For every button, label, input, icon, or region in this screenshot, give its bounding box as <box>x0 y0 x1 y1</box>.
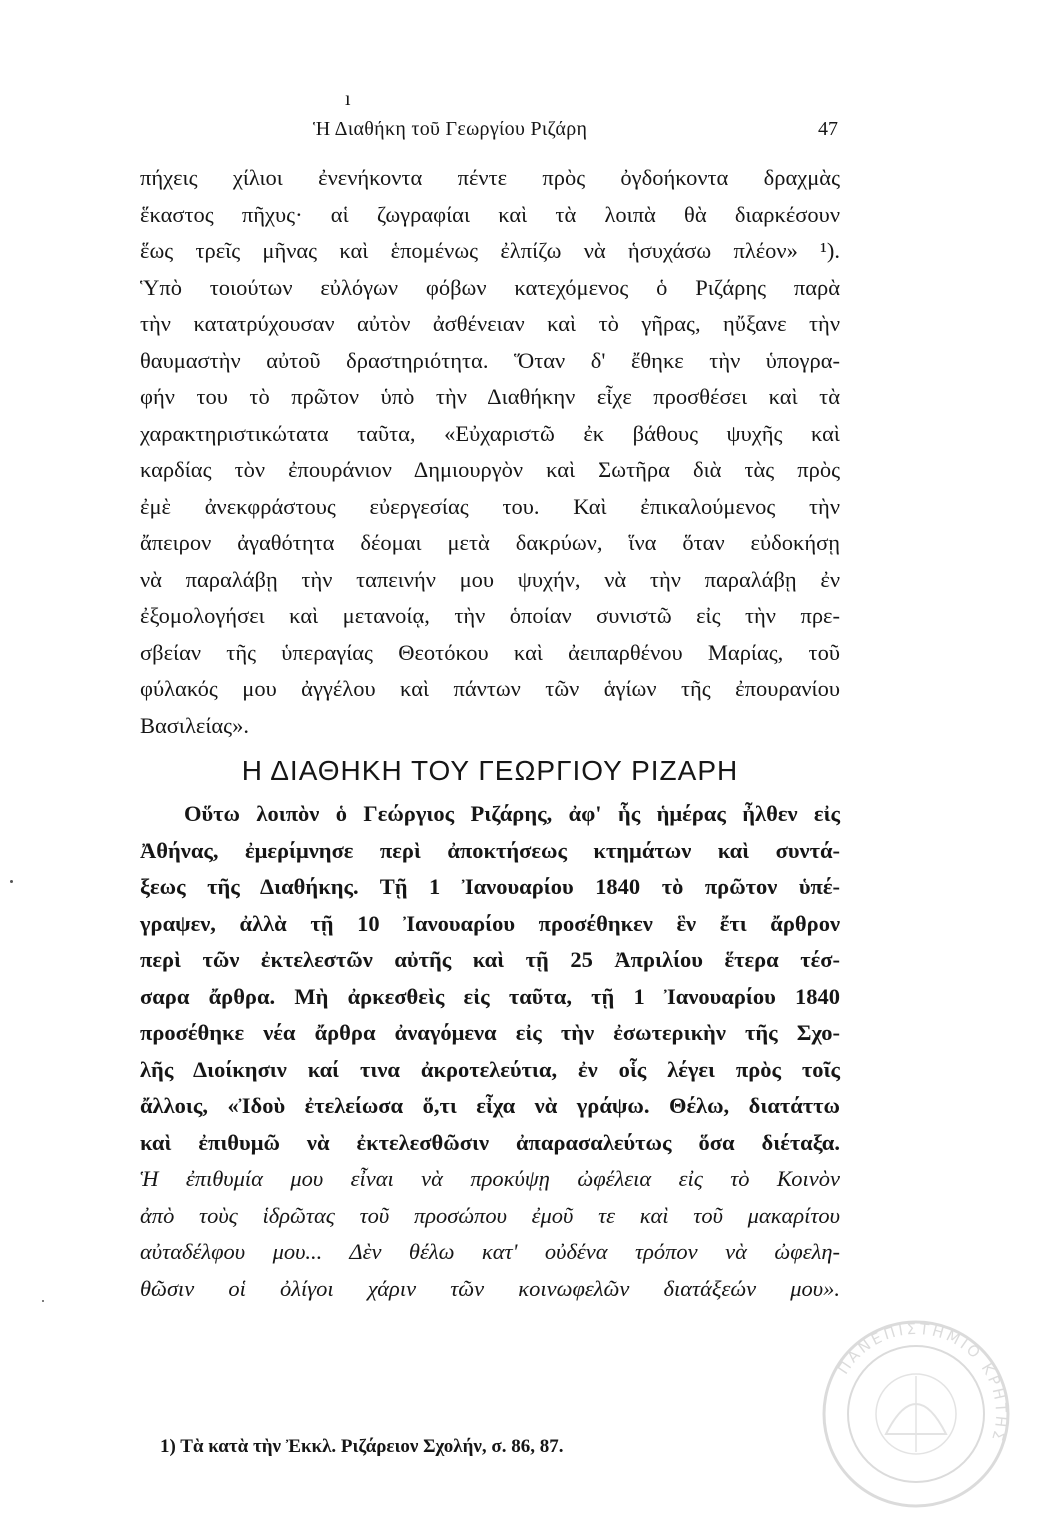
margin-mark: ı <box>345 88 351 110</box>
body-text <box>140 160 840 1307</box>
running-head <box>0 118 1045 148</box>
text-line: Οὕτω λοιπὸν ὁ Γεώργιος Ριζάρης, ἀφ' ἧς ἡμέρας ἦλθεν εἰς <box>184 801 840 826</box>
seal-inscription: ΠΑΝΕΠΙΣΤΗΜΙΟ ΚΡΗΤΗΣ <box>834 1319 1011 1446</box>
text-line: ξεως τῆς Διαθήκης. Τῇ 1 Ἰανουαρίου 1840 τὸ πρῶτον ὑπέ- <box>140 874 840 899</box>
text-line: περὶ τῶν ἐκτελεστῶν αὐτῆς καὶ τῇ 25 Ἀπριλίου ἕτερα τέσ- <box>140 947 840 972</box>
text-line: ἄλλοις, «Ἰδοὺ ἐτελείωσα ὅ,τι εἶχα νὰ γράψω. Θέλω, διατάττω <box>140 1093 840 1118</box>
text-line: Ὑπὸ τοιούτων εὐλόγων φόβων κατεχόμενος ὁ Ριζάρης παρὰ <box>140 274 840 300</box>
text-line: ἕκαστος πῆχυς· αἱ ζωγραφίαι καὶ τὰ λοιπὰ θὰ διαρκέσουν <box>140 201 840 227</box>
quote-line: αὐταδέλφου μου... Δὲν θέλω κατ' οὐδένα τρόπον νὰ ὠφελη- <box>140 1239 840 1264</box>
text-line: φύλακός μου ἀγγέλου καὶ πάντων τῶν ἁγίων τῆς ἐπουρανίου <box>140 676 840 701</box>
text-line: καὶ ἐπιθυμῶ νὰ ἐκτελεσθῶσιν ἀπαρασαλεύτως ὅσα διέταξα. <box>140 1129 840 1155</box>
text-line: ἐμὲ ἀνεκφράστους εὐεργεσίας του. Καὶ ἐπικαλούμενος τὴν <box>140 493 840 519</box>
text-line: τὴν κατατρύχουσαν αὐτὸν ἀσθένειαν καὶ τὸ γῆρας, ηὔξανε τὴν <box>140 311 840 336</box>
text-line: πήχεις χίλιοι ἐνενήκοντα πέντε πρὸς ὀγδοήκοντα δραχμὰς <box>140 165 840 190</box>
text-line: χαρακτηριστικώτατα ταῦτα, «Εὐχαριστῶ ἐκ βάθους ψυχῆς καὶ <box>140 420 840 446</box>
section-heading: Η ΔΙΑΘΗΚΗ ΤΟΥ ΓΕΩΡΓΙΟΥ ΡΙΖΑΡΗ <box>241 755 739 786</box>
running-title: Ἡ Διαθήκη τοῦ Γεωργίου Ριζάρη <box>313 118 588 140</box>
text-line: προσέθηκε νέα ἄρθρα ἀναγόμενα εἰς τὴν ἐσωτερικὴν τῆς Σχο- <box>140 1020 840 1045</box>
text-line: θαυμαστὴν αὐτοῦ δραστηριότητα. Ὅταν δ' ἔθηκε τὴν ὑπογρα- <box>140 347 840 373</box>
text-line: λῆς Διοίκησιν καί τινα ἀκροτελεύτια, ἐν οἷς λέγει πρὸς τοῖς <box>140 1056 840 1082</box>
text-line: σαρα ἄρθρα. Μὴ ἀρκεσθεὶς εἰς ταῦτα, τῇ 1 Ἰανουαρίου 1840 <box>140 983 840 1009</box>
library-seal-icon <box>816 1314 1016 1514</box>
text-line: ἐξομολογήσει καὶ μετανοίᾳ, τὴν ὁποίαν συνιστῶ εἰς τὴν πρε- <box>140 603 840 628</box>
text-line: νὰ παραλάβῃ τὴν ταπεινήν μου ψυχήν, νὰ τὴν παραλάβῃ ἐν <box>140 566 840 592</box>
text-line: Ἀθήνας, ἐμερίμνησε περὶ ἀποκτήσεως κτημάτων καὶ συντά- <box>140 837 840 863</box>
text-line: σβείαν τῆς ὑπεραγίας Θεοτόκου καὶ ἀειπαρθένου Μαρίας, τοῦ <box>140 639 840 665</box>
text-line: ἕως τρεῖς μῆνας καὶ ἑπομένως ἐλπίζω νὰ ἡσυχάσω πλέον» ¹). <box>140 238 840 263</box>
quote-line: ἀπὸ τοὺς ἱδρῶτας τοῦ προσώπου ἐμοῦ τε καὶ τοῦ μακαρίτου <box>140 1202 840 1228</box>
text-line: ἄπειρον ἀγαθότητα δέομαι μετὰ δακρύων, ἵνα ὅταν εὐδοκήσῃ <box>140 530 840 555</box>
paragraph-1 <box>140 160 840 744</box>
text-line: γραψεν, ἀλλὰ τῇ 10 Ἰανουαρίου προσέθηκεν ἓν ἔτι ἄρθρον <box>140 910 840 936</box>
scan-speck <box>42 1300 44 1302</box>
scan-speck <box>10 880 13 883</box>
footnote: 1) Τὰ κατὰ τὴν Ἐκκλ. Ριζάρειον Σχολήν, σ. 86, 87. <box>160 1436 564 1457</box>
text-line: φήν του τὸ πρῶτον ὑπὸ τὴν Διαθήκην εἶχε προσθέσει καὶ τὰ <box>140 384 840 409</box>
quote-line: θῶσιν οἱ ὀλίγοι χάριν τῶν κοινωφελῶν διατάξεών μου». <box>140 1275 840 1301</box>
text-line: Βασιλείας». <box>140 712 249 738</box>
text-line: καρδίας τὸν ἐπουράνιον Δημιουργὸν καὶ Σωτῆρα διὰ τὰς πρὸς <box>140 457 840 482</box>
quote-line: Ἡ ἐπιθυμία μου εἶναι νὰ προκύψῃ ὠφέλεια εἰς τὸ Κοινὸν <box>140 1166 840 1191</box>
paragraph-2 <box>140 796 840 1307</box>
page-number: 47 <box>818 118 838 140</box>
